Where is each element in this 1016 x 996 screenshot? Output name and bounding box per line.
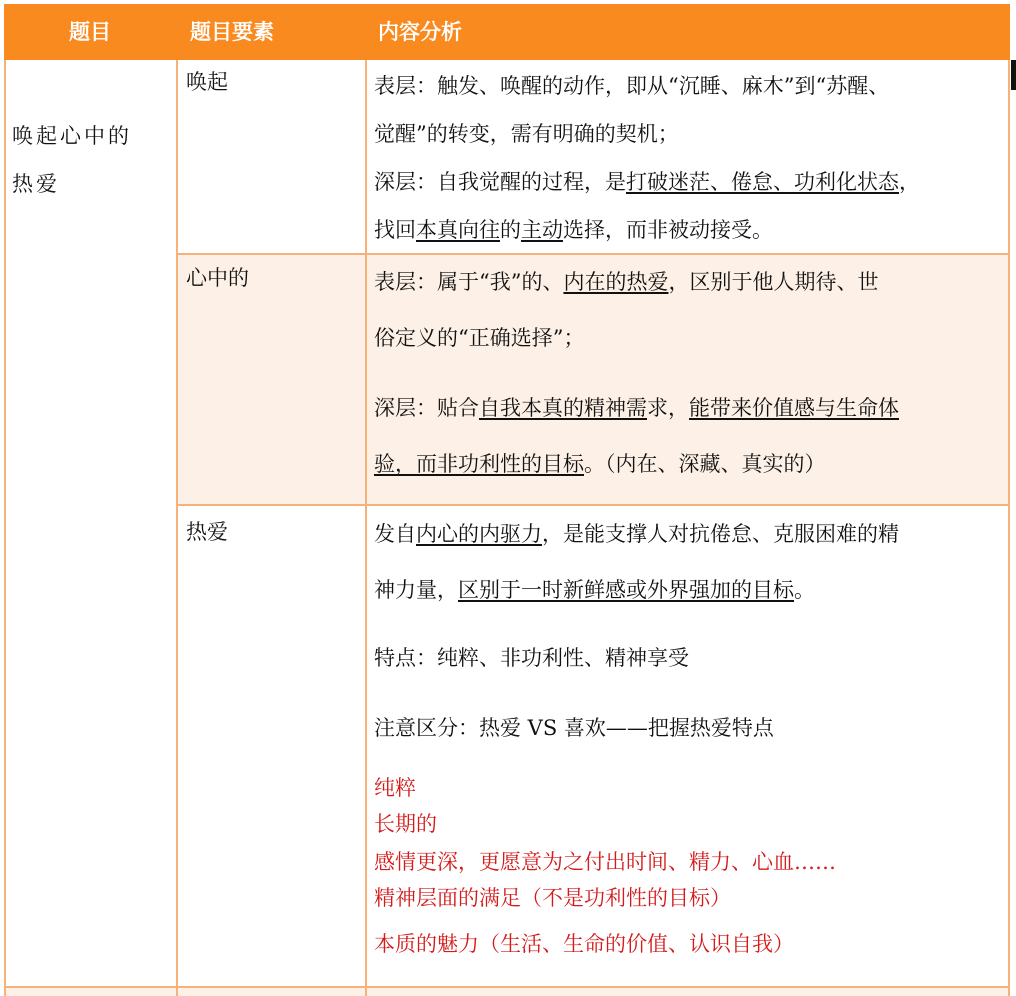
r3-red-3: 感情更深，更愿意为之付出时间、精力、心血…… (374, 850, 836, 874)
border-row2 (176, 504, 1010, 506)
border-left (4, 60, 6, 996)
element-huanqi: 唤起 (186, 70, 228, 94)
r3-distinguish: 注意区分：热爱 VS 喜欢——把握热爱特点 (374, 716, 774, 740)
r1-line-4: 找回本真向往的主动选择，而非被动接受。 (374, 218, 773, 242)
r3-red-2: 长期的 (374, 812, 437, 836)
r3-red-1: 纯粹 (374, 776, 416, 800)
r1-line-3: 深层：自我觉醒的过程，是打破迷茫、倦怠、功利化状态， (374, 170, 920, 194)
r3-red-5: 本质的魅力（生活、生命的价值、认识自我） (374, 932, 794, 956)
r3-red-4: 精神层面的满足（不是功利性的目标） (374, 886, 731, 910)
r2-line-4: 验，而非功利性的目标。（内在、深藏、真实的） (374, 452, 826, 476)
border-row1 (176, 253, 1010, 255)
row-shade-bottom (4, 988, 1010, 996)
cursor-mark (1011, 60, 1016, 90)
r1-line-2: 觉醒”的转变，需有明确的契机； (374, 122, 679, 146)
r3-features: 特点：纯粹、非功利性、精神享受 (374, 646, 689, 670)
border-col1 (176, 60, 178, 996)
topic-cell (12, 112, 162, 208)
r2-line-2: 俗定义的“正确选择”； (374, 326, 585, 350)
r3-line-1: 发自内心的内驱力，是能支撑人对抗倦怠、克服困难的精 (374, 522, 899, 546)
header-elements: 题目要素 (176, 4, 366, 60)
header-topic: 题目 (4, 4, 176, 60)
r2-line-1: 表层：属于“我”的、内在的热爱，区别于他人期待、世 (374, 270, 879, 294)
border-right (1008, 60, 1010, 996)
r1-line-1: 表层：触发、唤醒的动作，即从“沉睡、麻木”到“苏醒、 (374, 74, 890, 98)
topic-line-2: 热爱 (12, 172, 60, 196)
r3-line-2: 神力量，区别于一时新鲜感或外界强加的目标。 (374, 578, 815, 602)
header-analysis: 内容分析 (366, 4, 1010, 60)
element-xinzhongde: 心中的 (186, 266, 249, 290)
border-col2 (365, 60, 367, 996)
border-row3 (4, 986, 1010, 988)
element-reai: 热爱 (186, 520, 228, 544)
topic-line-1: 唤起心中的 (12, 124, 132, 148)
r2-line-3: 深层：贴合自我本真的精神需求，能带来价值感与生命体 (374, 396, 899, 420)
